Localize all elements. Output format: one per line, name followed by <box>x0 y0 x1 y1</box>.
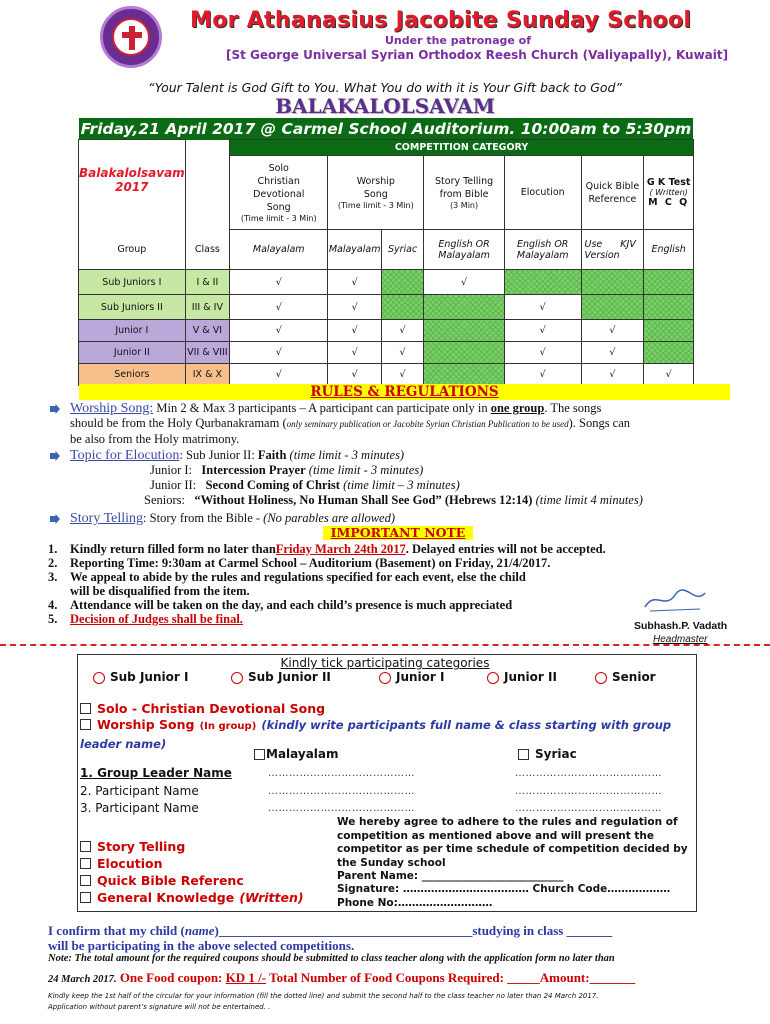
signer-title: Headmaster <box>653 634 708 645</box>
group-options <box>93 670 656 684</box>
signature-mark <box>640 585 710 615</box>
checkbox-quick-bible[interactable]: Quick Bible Referenc <box>80 870 244 889</box>
lang-solo: Malayalam <box>230 230 328 270</box>
lang-story: English OR Malayalam <box>424 230 505 270</box>
fine-print-1: Kindly keep the 1st half of the circular for your information (fill the dotted line) and submit the second half to the class teacher no later than 24 March 2017. <box>48 992 599 1000</box>
cat-story: Story Telling from Bible (3 Min) <box>424 156 505 230</box>
arrow-bullet-icon <box>50 404 60 414</box>
checkbox-elocution[interactable]: Elocution <box>80 853 162 872</box>
confirm-line: I confirm that my child (name)_______________________________________studying in class _______ <box>48 923 613 938</box>
checkbox-worship[interactable]: Worship Song (In group) (kindly write participants full name & class starting with group leader name) <box>80 717 672 751</box>
option-junior-1[interactable]: Junior I <box>379 670 487 684</box>
competition-table <box>78 139 694 386</box>
event-name: BALAKALOLSAVAM <box>275 94 495 118</box>
patronage-line: Under the patronage of <box>385 34 532 47</box>
lang-quick: Use KJV Version <box>581 230 644 270</box>
cut-line <box>0 644 770 646</box>
event-date-bar: Friday,21 April 2017 @ Carmel School Auditorium. 10:00am to 5:30pm <box>80 120 692 138</box>
parent-name-field[interactable]: Parent Name: ___________________________ <box>337 870 564 882</box>
table-row: Junior II VII & VIII √ √ √ √ √ <box>79 342 694 364</box>
phone-field[interactable]: Phone No:……………………… <box>337 897 493 909</box>
cat-gk: G K Test ( Written) M C Q <box>644 156 694 230</box>
leader-class-field[interactable]: …………………………………… <box>515 768 662 779</box>
participant3-label: 3. Participant Name <box>80 801 199 815</box>
cat-worship: Worship Song (Time limit - 3 Min) <box>328 156 424 230</box>
checkbox-malayalam[interactable]: Malayalam <box>254 747 339 761</box>
sunday-school-logo <box>100 6 162 68</box>
payment-note: Note: The total amount for the required coupons should be submitted to class teacher along with the application form no later than <box>48 953 615 964</box>
worship-rule: Worship Song: Min 2 & Max 3 participants – A participant can participate only in one group. The songs should be from the Holy Qurbanakramam (only seminary publication or Jacobite Syrian Christian Publication to be used). Songs can be also from the Holy matrimony. <box>70 401 631 446</box>
participant3-name-field[interactable]: …………………………………… <box>268 803 415 814</box>
col-group: Group <box>79 230 186 270</box>
fine-print-2: Application without parent’s signature will not be entertained. . <box>48 1003 271 1011</box>
rules-title: RULES & REGULATIONS <box>79 384 730 400</box>
cat-elocution: Elocution <box>504 156 581 230</box>
table-row: Seniors IX & X √ √ √ √ √ √ <box>79 364 694 386</box>
agreement-text: We hereby agree to adhere to the rules and regulation of competition as mentioned above and will present the competitor as per time schedule of competition decided by the Sunday school <box>337 816 688 869</box>
checkbox-syriac[interactable]: Syriac <box>518 747 577 761</box>
arrow-bullet-icon <box>50 451 60 461</box>
table-row: Sub Juniors II III & IV √ √ √ <box>79 295 694 320</box>
important-list: 1. Kindly return filled form no later than Friday March 24th 2017 . Delayed entries will not be accepted. 2. Reporting Time: 9:30am at Carmel School – Auditorium (Basement) on Friday, 21/4/2017. 3. We appeal to abide by the rules and regulations specified for each event, else the child will be disqualified from the item. 4. Attendance will be taken on the day, and each child’s presence is much appreciated 5. Decision of Judges shall be final. <box>48 542 606 626</box>
checkbox-gk[interactable]: General Knowledge (Written) <box>80 887 304 906</box>
coupon-line: 24 March 2017. One Food coupon: KD 1 /- Total Number of Food Coupons Required: _____Amount:_______ <box>48 970 636 985</box>
table-row: Junior I V & VI √ √ √ √ √ <box>79 320 694 342</box>
story-rule: Story Telling: Story from the Bible - (No parables are allowed) <box>70 511 395 526</box>
leader-name-field[interactable]: …………………………………… <box>268 768 415 779</box>
option-senior[interactable]: Senior <box>595 670 656 684</box>
form-title: Kindly tick participating categories <box>280 656 490 670</box>
lang-worship-syr: Syriac <box>381 230 423 270</box>
corner-cell: Balakalolsavam 2017 <box>79 140 186 230</box>
elocution-rule: Topic for Elocution: Sub Junior II: Faith (time limit - 3 minutes) Junior I: Intercession Prayer (time limit - 3 minutes) Junior II: Second Coming of Christ (time limit – 3 minutes) Seniors: “Without Holiness, No Human Shall See God” (Hebrews 12:14) (time limit 4 minutes) <box>70 448 643 507</box>
option-junior-2[interactable]: Junior II <box>487 670 595 684</box>
leader-label: 1. Group Leader Name <box>80 766 232 780</box>
checkbox-story[interactable]: Story Telling <box>80 836 185 855</box>
important-note-title: IMPORTANT NOTE <box>323 526 473 540</box>
quote: “Your Talent is God Gift to You. What You do with it is Your Gift back to God” <box>148 80 622 95</box>
school-title: Mor Athanasius Jacobite Sunday School <box>190 8 692 33</box>
participant3-class-field[interactable]: …………………………………… <box>515 803 662 814</box>
option-sub-junior-2[interactable]: Sub Junior II <box>231 670 379 684</box>
cat-solo: Solo Christian Devotional Song (Time limit - 3 Min) <box>230 156 328 230</box>
arrow-bullet-icon <box>50 514 60 524</box>
signature-field[interactable]: Signature: ……………………………… Church Code……………… <box>337 883 671 895</box>
cat-quick: Quick Bible Reference <box>581 156 644 230</box>
table-row: Sub Juniors I I & II √ √ √ <box>79 270 694 295</box>
participant2-label: 2. Participant Name <box>80 784 199 798</box>
lang-elocution: English OR Malayalam <box>504 230 581 270</box>
option-sub-junior-1[interactable]: Sub Junior I <box>93 670 231 684</box>
category-header: COMPETITION CATEGORY <box>230 140 694 156</box>
confirm-line-2: will be participating in the above selected competitions. <box>48 938 355 953</box>
participant2-name-field[interactable]: …………………………………… <box>268 786 415 797</box>
church-line: [St George Universal Syrian Orthodox Reesh Church (Valiyapally), Kuwait] <box>226 48 729 62</box>
participant2-class-field[interactable]: …………………………………… <box>515 786 662 797</box>
checkbox-solo[interactable]: Solo - Christian Devotional Song <box>80 698 325 717</box>
signer-name: Subhash.P. Vadath <box>634 620 728 632</box>
col-class: Class <box>185 230 229 270</box>
lang-worship-mal: Malayalam <box>328 230 382 270</box>
lang-gk: English <box>644 230 694 270</box>
